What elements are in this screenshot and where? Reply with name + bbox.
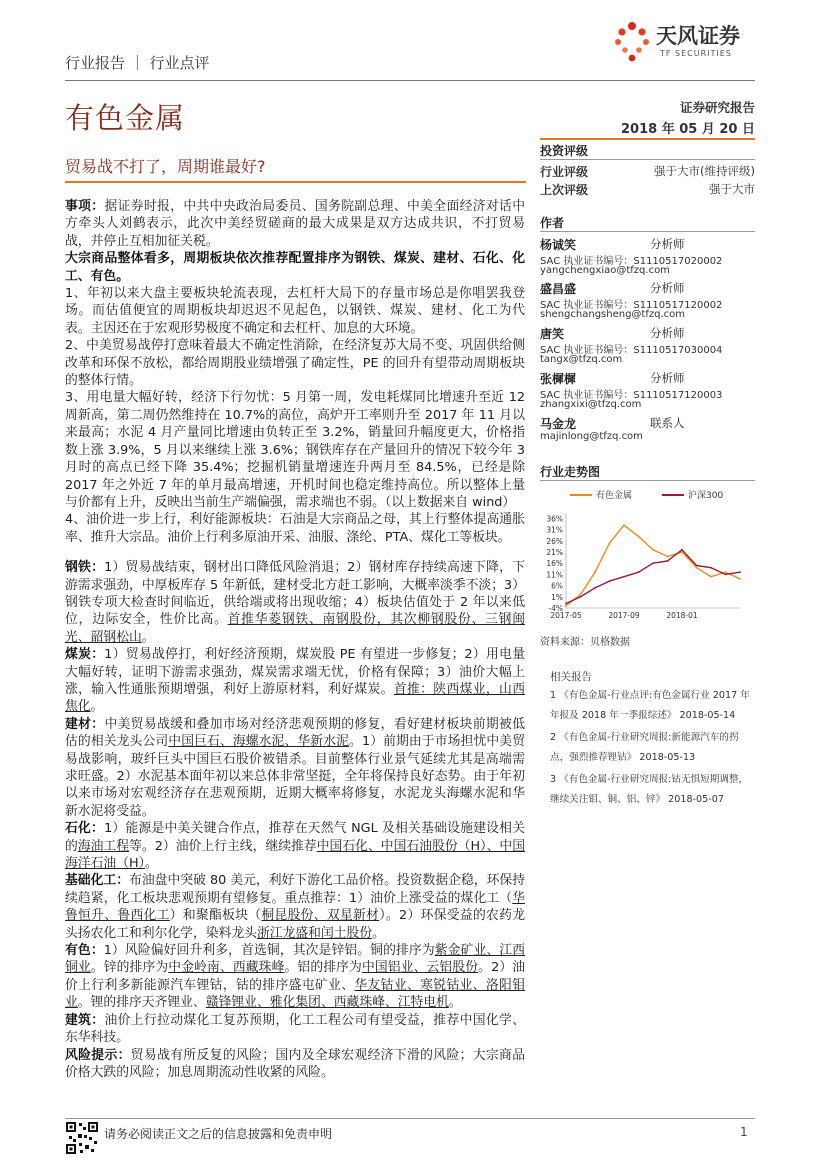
author-role: 分析师 <box>650 371 685 385</box>
data-point <box>667 560 669 562</box>
point-2: 2、中美贸易战停打意味着最大不确定性消除，在经济复苏大局不变、巩固供给侧改革和环保不放松，都给周期股业绩增强了确定性，PE 的回升有望带动周期板块的整体行情。 <box>65 338 525 389</box>
y-tick-label: 1% <box>551 592 563 602</box>
y-tick-label: 16% <box>546 559 563 569</box>
author-email[interactable]: tangx@tfzq.com <box>540 354 623 365</box>
related-report-item[interactable]: 3 《有色金属-行业研究周报:钴无惧短期调整，继续关注钼、铜、铝、锌》 2018-05-07 <box>550 774 749 805</box>
data-point <box>710 567 712 569</box>
data-point <box>565 605 567 607</box>
logo-en: TF SECURITIES <box>660 49 732 58</box>
author-cert: SAC 执业证书编号：S1110517030004 <box>540 345 723 356</box>
data-point <box>594 587 596 589</box>
company-logo <box>604 14 774 74</box>
industry-rating-label: 行业评级 <box>540 165 589 179</box>
data-point <box>710 576 712 578</box>
y-tick-label: 36% <box>546 514 563 524</box>
related-report-item[interactable]: 1 《有色金属-行业点评:有色金属行业 2017 年年报及 2018 年一季报综述》 2018-05-14 <box>550 690 750 721</box>
data-point <box>638 571 640 573</box>
y-tick-label: -4% <box>548 604 563 613</box>
data-point <box>623 576 625 578</box>
report-body <box>65 198 525 1081</box>
author-role: 联系人 <box>650 416 685 430</box>
qr-code-icon <box>65 1121 99 1155</box>
steel-section: 钢铁：1）贸易战结束，钢材出口降低风险消退；2）钢材库存持续高速下降，下游需求强劲，中厚板库存 5 年新低，建材受北方赶工影响，大概率淡季不淡；3）钢铁专项大检查时间临近，供给端或将出现收缩；4）板块估值处于 2 年以来低位，边际安全，性价比高。首推华菱钢铁、南钢股份，其次柳钢股份、三钢闽光、韶钢松山。 <box>65 560 526 645</box>
author-cert: SAC 执业证书编号：S1110517020002 <box>540 256 723 267</box>
y-tick-label: 21% <box>546 548 563 558</box>
logo-name: 天风证券 <box>656 24 740 48</box>
report-type: 证券研究报告 <box>679 100 755 115</box>
x-tick-label: 2017-09 <box>608 611 640 620</box>
industry-rating-value: 强于大市(维持评级) <box>654 164 755 178</box>
data-point <box>565 603 567 605</box>
sector-title: 有色金属 <box>65 101 186 135</box>
y-tick-label: 11% <box>546 570 563 580</box>
legend-label: 有色金属 <box>596 491 633 501</box>
authors-heading: 作者 <box>540 216 565 230</box>
authors-rule <box>540 231 755 232</box>
rating-rule <box>540 159 755 160</box>
summary-paragraph: 大宗商品整体看多，周期板块依次推荐配置排序为钢铁、煤炭、建材、石化、化工、有色。 <box>65 251 525 284</box>
x-tick-label: 2018-01 <box>666 611 698 620</box>
data-point <box>681 549 683 551</box>
chemicals-section: 基础化工：布油盘中突破 80 美元，利好下游化工品价格。投资数据企稳，环保持续趋紧，化工板块悲观预期有望修复。重点推荐：1）油价上涨受益的煤化工（华鲁恒升、鲁西化工）和聚酯板块（桐昆股份、双星新材）。2）环保受益的农药龙头扬农化工和利尔化学，染料龙头浙江龙盛和闰土股份。 <box>65 873 526 941</box>
logo-mark-icon <box>610 20 654 64</box>
author-name: 马金龙 <box>540 417 577 431</box>
data-point <box>638 535 640 537</box>
point-1: 1、年初以来大盘主要板块轮流表现，去杠杆大局下的存量市场总是你唱罢我登场。而估值便宜的周期板块却迟迟不见起色，以钢铁、煤炭、建材、化工为代表。主因还在于宏观形势极度不确定和去杠杆、加息的大环境。 <box>65 286 525 336</box>
page-number: 1 <box>740 1125 748 1139</box>
footer-rule <box>65 1118 755 1119</box>
author-role: 分析师 <box>650 326 685 340</box>
nonferrous-section: 有色：1）风险偏好回升利多，首选铜，其次是锌铝。铜的排序为紫金矿业、江西铜业。锌的排序为中金岭南、西藏珠峰。铝的排序为中国铝业、云铝股份。2）油价上行利多新能源汽车锂钴，钴的排序盛屯矿业、华友钴业、寒锐钴业、洛阳钼业。锂的排序天齐锂业、赣锋锂业、雅化集团、西藏珠峰、江特电机。 <box>65 943 526 1011</box>
data-point <box>696 567 698 569</box>
industry-trend-chart <box>540 484 755 626</box>
right-column-rule <box>540 138 755 140</box>
author-name: 盛昌盛 <box>540 282 577 296</box>
data-point <box>623 524 625 526</box>
risk-section: 风险提示：贸易战有所反复的风险；国内及全球宏观经济下滑的风险；大宗商品价格大跌的风险；加息周期流动性收紧的风险。 <box>65 1047 526 1080</box>
data-point <box>580 594 582 596</box>
y-tick-label: 26% <box>546 536 563 546</box>
author-cert: SAC 执业证书编号：S1110517120002 <box>540 300 723 311</box>
author-email[interactable]: yangchengxiao@tfzq.com <box>540 265 670 276</box>
related-heading: 相关报告 <box>550 671 592 683</box>
trend-rule <box>540 480 755 481</box>
author-cert: SAC 执业证书编号：S1110517120003 <box>540 390 723 401</box>
title-rule <box>65 181 526 183</box>
rating-heading: 投资评级 <box>540 144 589 158</box>
trend-heading: 行业走势图 <box>540 465 601 479</box>
author-email[interactable]: majinlong@tfzq.com <box>540 431 643 442</box>
series-line-nonferrous <box>566 525 740 606</box>
last-rating-label: 上次评级 <box>540 183 589 197</box>
legend-label: 沪深300 <box>688 491 724 501</box>
author-role: 分析师 <box>650 237 685 251</box>
point-4: 4、油价进一步上行，利好能源板块：石油是大宗商品之母，其上行整体提高通胀率、推升大宗品。油价上行利多原油开采、油服、涤纶、PTA、煤化工等板块。 <box>65 512 525 545</box>
coal-section: 煤炭：1）贸易战停打，利好经济预期，煤炭股 PE 有望进一步修复；2）用电量大幅好转，证明下游需求强劲，煤炭需求端无忧，价格有保障；3）油价大幅上涨，输入性通胀预期增强，利好上游原材料，利好煤炭。首推：陕西煤业，山西焦化。 <box>65 647 526 715</box>
author-name: 张樨樨 <box>540 372 577 386</box>
author-email[interactable]: shengchangsheng@tfzq.com <box>540 309 685 320</box>
y-tick-label: 6% <box>551 581 563 591</box>
header-divider <box>65 80 755 81</box>
petrochem-section: 石化：1）能源是中美关键合作点，推荐在天然气 NGL 及相关基础设施建设相关的海油工程等。2）油价上行主线，继续推荐中国石化、中国石油股份（H）、中国海洋石油（H）。 <box>65 821 526 872</box>
data-point <box>739 578 741 580</box>
author-name: 杨诚笑 <box>540 238 577 252</box>
report-date: 2018 年 05 月 20 日 <box>621 122 755 137</box>
data-point <box>609 580 611 582</box>
construction-section: 建筑：油价上行拉动煤化工复苏预期，化工工程公司有望受益，推荐中国化学、东华科技。 <box>65 1012 526 1046</box>
building-materials-section: 建材：中美贸易战缓和叠加市场对经济悲观预期的修复，看好建材板块前期被低估的相关龙头公司中国巨石、海螺水泥、华新水泥。1）前期由于市场担忧中美贸易战影响，玻纤巨头中国巨石股价被错杀。目前整体行业景气延续尤其是高端需求旺盛。2）水泥基本面年初以来总体非常坚挺，全年将保持良好态势。由于年初以来市场对宏观经济存在悲观预期，近期大概率将修复，水泥龙头海螺水泥和华新水泥将受益。 <box>65 716 526 819</box>
last-rating-value: 强于大市 <box>709 182 755 196</box>
data-point <box>725 574 727 576</box>
chart-source: 资料来源：贝格数据 <box>540 637 630 648</box>
event-paragraph: 事项：据证券时报，中共中央政治局委员、国务院副总理、中美全面经济对话中方牵头人刘鹤表示，此次中美经贸磋商的最大成果是双方达成共识，不打贸易战，并停止互相加征关税。 <box>65 199 526 249</box>
data-point <box>652 562 654 564</box>
data-point <box>739 571 741 573</box>
spacer <box>65 546 525 559</box>
report-title: 贸易战不打了，周期谁最好? <box>65 157 266 176</box>
y-tick-label: 31% <box>546 525 563 535</box>
data-point <box>580 596 582 598</box>
author-role: 分析师 <box>650 281 685 295</box>
report-category: 行业报告 ｜ 行业点评 <box>65 54 210 72</box>
data-point <box>725 571 727 573</box>
point-3: 3、用电量大幅好转，经济下行勿忧：5 月第一周，发电耗煤同比增速升至近 12 周新高，第二周仍然维持在 10.7%的高位，高炉开工率则升至 2017 年 11 月以来最高；水泥 4 月产量同比增速由负转正至 3.2%，销量回升幅度更大，价格指数上涨 3.9%，5 月以来继续上涨 3.6%；钢铁库存在产量回升的情况下较今年 3 月时的高点已经下降 35.4%；挖掘机销量增速连升两月至 84.5%，已经是除 2017 年之外近 7 年的单月最高增速，开机时间也稳定维持高位。所以整体上量与价都有上升，反映出当前生产端偏强，需求端也不弱。（以上数据来自 wind） <box>65 390 525 510</box>
data-point <box>652 549 654 551</box>
data-point <box>696 565 698 567</box>
data-point <box>594 571 596 573</box>
footer-disclaimer: 请务必阅读正文之后的信息披露和免责申明 <box>104 1127 333 1141</box>
x-tick-label: 2017-05 <box>550 611 582 620</box>
data-point <box>667 556 669 558</box>
author-name: 唐笑 <box>540 327 565 341</box>
data-point <box>609 542 611 544</box>
author-email[interactable]: zhangxixi@tfzq.com <box>540 399 642 410</box>
related-report-item[interactable]: 2 《有色金属-行业研究周报:新能源汽车的拐点，强烈推荐锂钴》 2018-05-13 <box>550 732 739 763</box>
